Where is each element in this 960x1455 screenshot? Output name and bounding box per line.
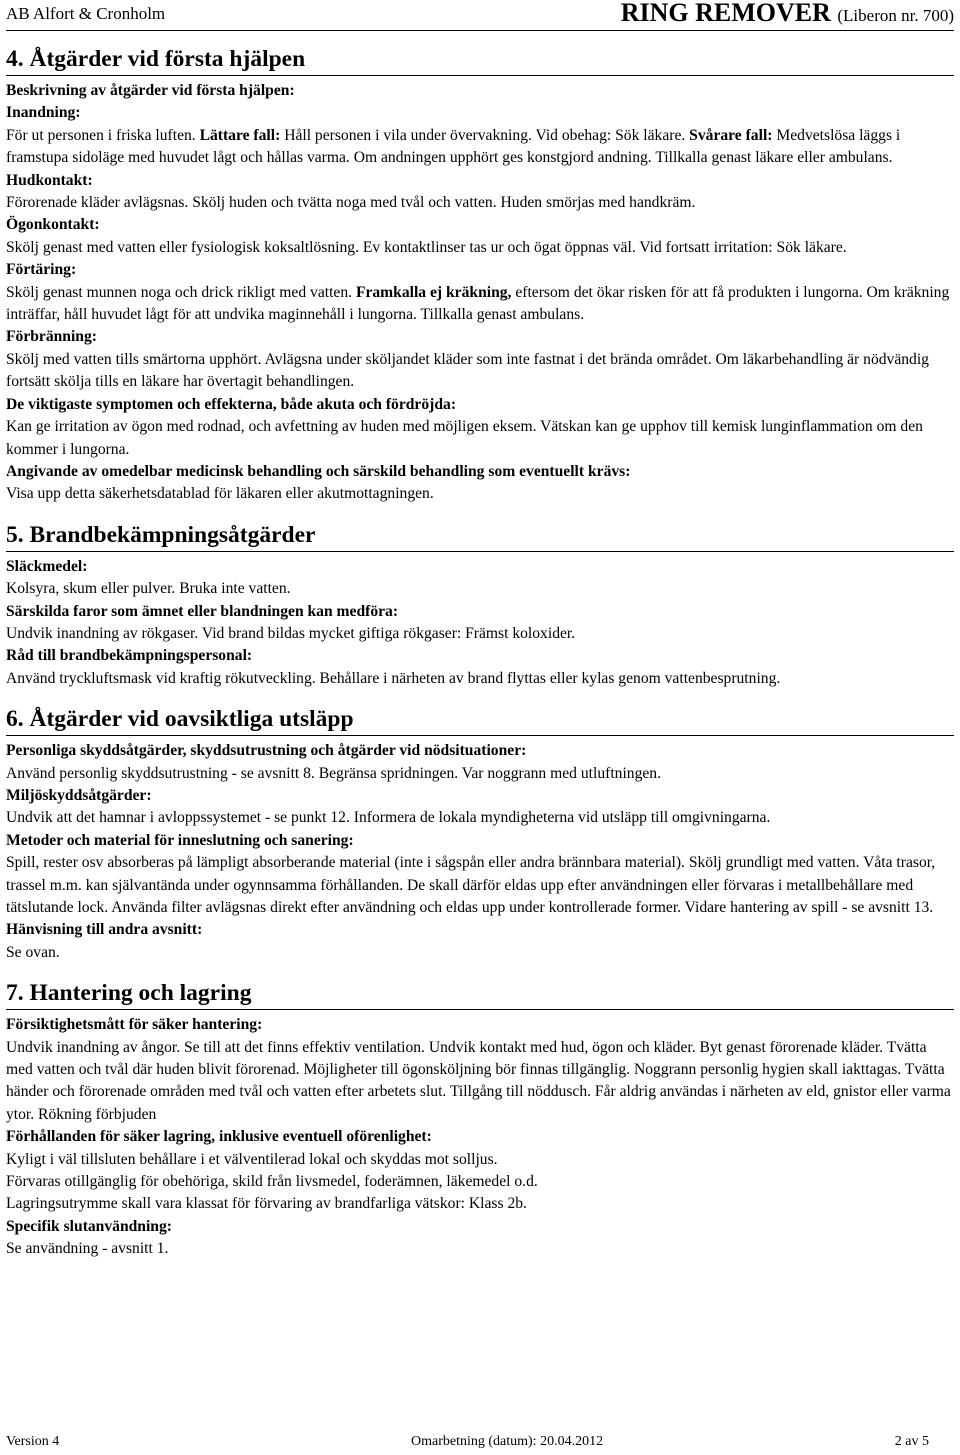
personal-precautions-label: Personliga skyddsåtgärder, skyddsutrustning och åtgärder vid nödsituationer: (6, 742, 527, 760)
skin-contact-text: Förorenade kläder avlägsnas. Skölj huden och tvätta noga med tvål och vatten. Huden smörjas med handkräm. (6, 194, 696, 212)
document-body (6, 44, 954, 1261)
end-use-text: Se användning - avsnitt 1. (6, 1240, 169, 1258)
end-use-label: Specifik slutanvändning: (6, 1217, 172, 1235)
ingestion-label: Förtäring: (6, 261, 77, 279)
company-name: AB Alfort & Cronholm (6, 4, 166, 23)
special-hazards-label: Särskilda faror som ämnet eller blandningen kan medföra: (6, 602, 399, 620)
medical-treatment-text: Visa upp detta säkerhetsdatablad för läkaren eller akutmottagningen. (6, 485, 434, 503)
containment-methods-text: Spill, rester osv absorberas på lämpligt absorberande material (inte i sågspån eller andra brännbara material). Skölj grundligt med vatten. Våta trasor, trassel m.m. kan självantända under ogynnsamma förhållanden. De skall därför eldas upp efter användningen eller förvaras i metallbehållare med tätslutande lock. Använda filter avlägsnas direkt efter användning och eldas upp under kontrollerade former. Vidare hantering av spill - se avsnitt 13. (6, 854, 936, 916)
section-7-title: 7. Hantering och lagring (6, 978, 954, 1010)
safe-storage-line-2: Förvaras otillgänglig för obehöriga, skild från livsmedel, foderämnen, läkemedel o.d. (6, 1173, 538, 1191)
firefighter-advice-text: Använd tryckluftsmask vid kraftig rökutveckling. Behållare i närheten av brand flyttas eller kylas genom vattenbesprutning. (6, 669, 781, 687)
product-number: (Liberon nr. 700) (837, 6, 954, 25)
other-sections-text: Se ovan. (6, 943, 60, 961)
version-label: Version 4 (6, 1434, 60, 1449)
mild-case-label: Lättare fall: (199, 126, 281, 144)
extinguishing-media-label: Släckmedel: (6, 557, 88, 575)
severe-case-label: Svårare fall: (689, 126, 773, 144)
section-5-title: 5. Brandbekämpningsåtgärder (6, 520, 954, 552)
page-header (6, 0, 954, 31)
ingestion-text (6, 282, 954, 327)
inhalation-text-1: För ut personen i friska luften. (6, 126, 196, 144)
no-vomiting-warning: Framkalla ej kräkning, (355, 283, 512, 301)
ingestion-text-1: Skölj genast munnen noga och drick rikligt med vatten. (6, 283, 353, 301)
burn-label: Förbränning: (6, 328, 97, 346)
burn-text: Skölj med vatten tills smärtorna upphört. Avlägsna under sköljandet kläder som inte fastnat i det brända området. Om läkarbehandling är nödvändig fortsätt skölja tills en läkare har övertagit behandlingen. (6, 350, 929, 391)
inhalation-label: Inandning: (6, 104, 81, 122)
extinguishing-media-text: Kolsyra, skum eller pulver. Bruka inte vatten. (6, 580, 291, 598)
special-hazards-text: Undvik inandning av rökgaser. Vid brand bildas mycket giftiga rökgaser: Främst koloxider. (6, 624, 576, 642)
safe-handling-text: Undvik inandning av ångor. Se till att det finns effektiv ventilation. Undvik kontakt med hud, ögon och kläder. Byt genast förorenade kläder. Tvätta med vatten och tvål där huden blivit förorenad. Möjligheter till ögonsköljning bör finnas tillgänglig. Noggrann personlig hygien skall iakttagas. Tvätta händer och förorenade områden med tvål och vatten efter arbetets slut. Tillgång till nöddusch. Får aldrig användas i närheten av eld, gnistor eller varma ytor. Rökning förbjuden (6, 1038, 951, 1123)
safe-storage-line-1: Kyligt i väl tillsluten behållare i et välventilerad lokal och skyddas mot solljus. (6, 1150, 498, 1168)
revision-date: Omarbetning (datum): 20.04.2012 (411, 1434, 604, 1449)
skin-contact-label: Hudkontakt: (6, 171, 93, 189)
safe-handling-label: Försiktighetsmått för säker hantering: (6, 1016, 263, 1034)
safe-storage-label: Förhållanden för säker lagring, inklusive eventuell oförenlighet: (6, 1128, 432, 1146)
environmental-precautions-text: Undvik att det hamnar i avloppssystemet - se punkt 12. Informera de lokala myndigheterna vid utsläpp till omgivningarna. (6, 809, 771, 827)
product-title: RING REMOVER (620, 0, 831, 27)
firefighter-advice-label: Råd till brandbekämpningspersonal: (6, 647, 253, 665)
first-aid-description-label: Beskrivning av åtgärder vid första hjälpen: (6, 82, 295, 99)
symptoms-text: Kan ge irritation av ögon med rodnad, och avfettning av huden med möjligen eksem. Vätskan kan ge upphov till kemisk lunginflammation om den kommer i lungorna. (6, 418, 923, 458)
other-sections-label: Hänvisning till andra avsnitt: (6, 921, 203, 939)
personal-precautions-text: Använd personlig skyddsutrustning - se avsnitt 8. Begränsa spridningen. Var noggrann med utluftningen. (6, 764, 661, 782)
inhalation-text-3: Medvetslösa läggs i framstupa sidoläge med huvudet lågt och hållas varma. Om andningen upphört ges konstgjord andning. Tillkalla genast läkare eller ambulans. (6, 126, 901, 167)
medical-treatment-label: Angivande av omedelbar medicinsk behandling och särskild behandling som eventuellt krävs: (6, 462, 631, 480)
safe-storage-line-3: Lagringsutrymme skall vara klassat för förvaring av brandfarliga vätskor: Klass 2b. (6, 1195, 527, 1213)
eye-contact-text: Skölj genast med vatten eller fysiologisk koksaltlösning. Ev kontaktlinser tas ur och ögat öppnas väl. Vid fortsatt irritation: Sök läkare. (6, 238, 847, 256)
containment-methods-label: Metoder och material för inneslutning och sanering: (6, 831, 354, 849)
inhalation-text (6, 125, 954, 170)
product-name (621, 0, 954, 28)
section-4-title: 4. Åtgärder vid första hjälpen (6, 44, 954, 76)
eye-contact-label: Ögonkontakt: (6, 216, 100, 234)
inhalation-text-2: Håll personen i vila under övervakning. Vid obehag: Sök läkare. (284, 126, 686, 144)
environmental-precautions-label: Miljöskyddsåtgärder: (6, 786, 152, 804)
section-6-title: 6. Åtgärder vid oavsiktliga utsläpp (6, 704, 954, 736)
ingestion-text-2: eftersom det ökar risken för att få produkten i lungorna. Om kräkning inträffar, håll huvudet lågt för att undvika maginnehåll i lungorna. Tillkalla genast ambulans. (6, 283, 950, 324)
symptoms-label: De viktigaste symptomen och effekterna, både akuta och fördröjda: (6, 395, 457, 413)
page-number: 2 av 5 (894, 1434, 929, 1449)
